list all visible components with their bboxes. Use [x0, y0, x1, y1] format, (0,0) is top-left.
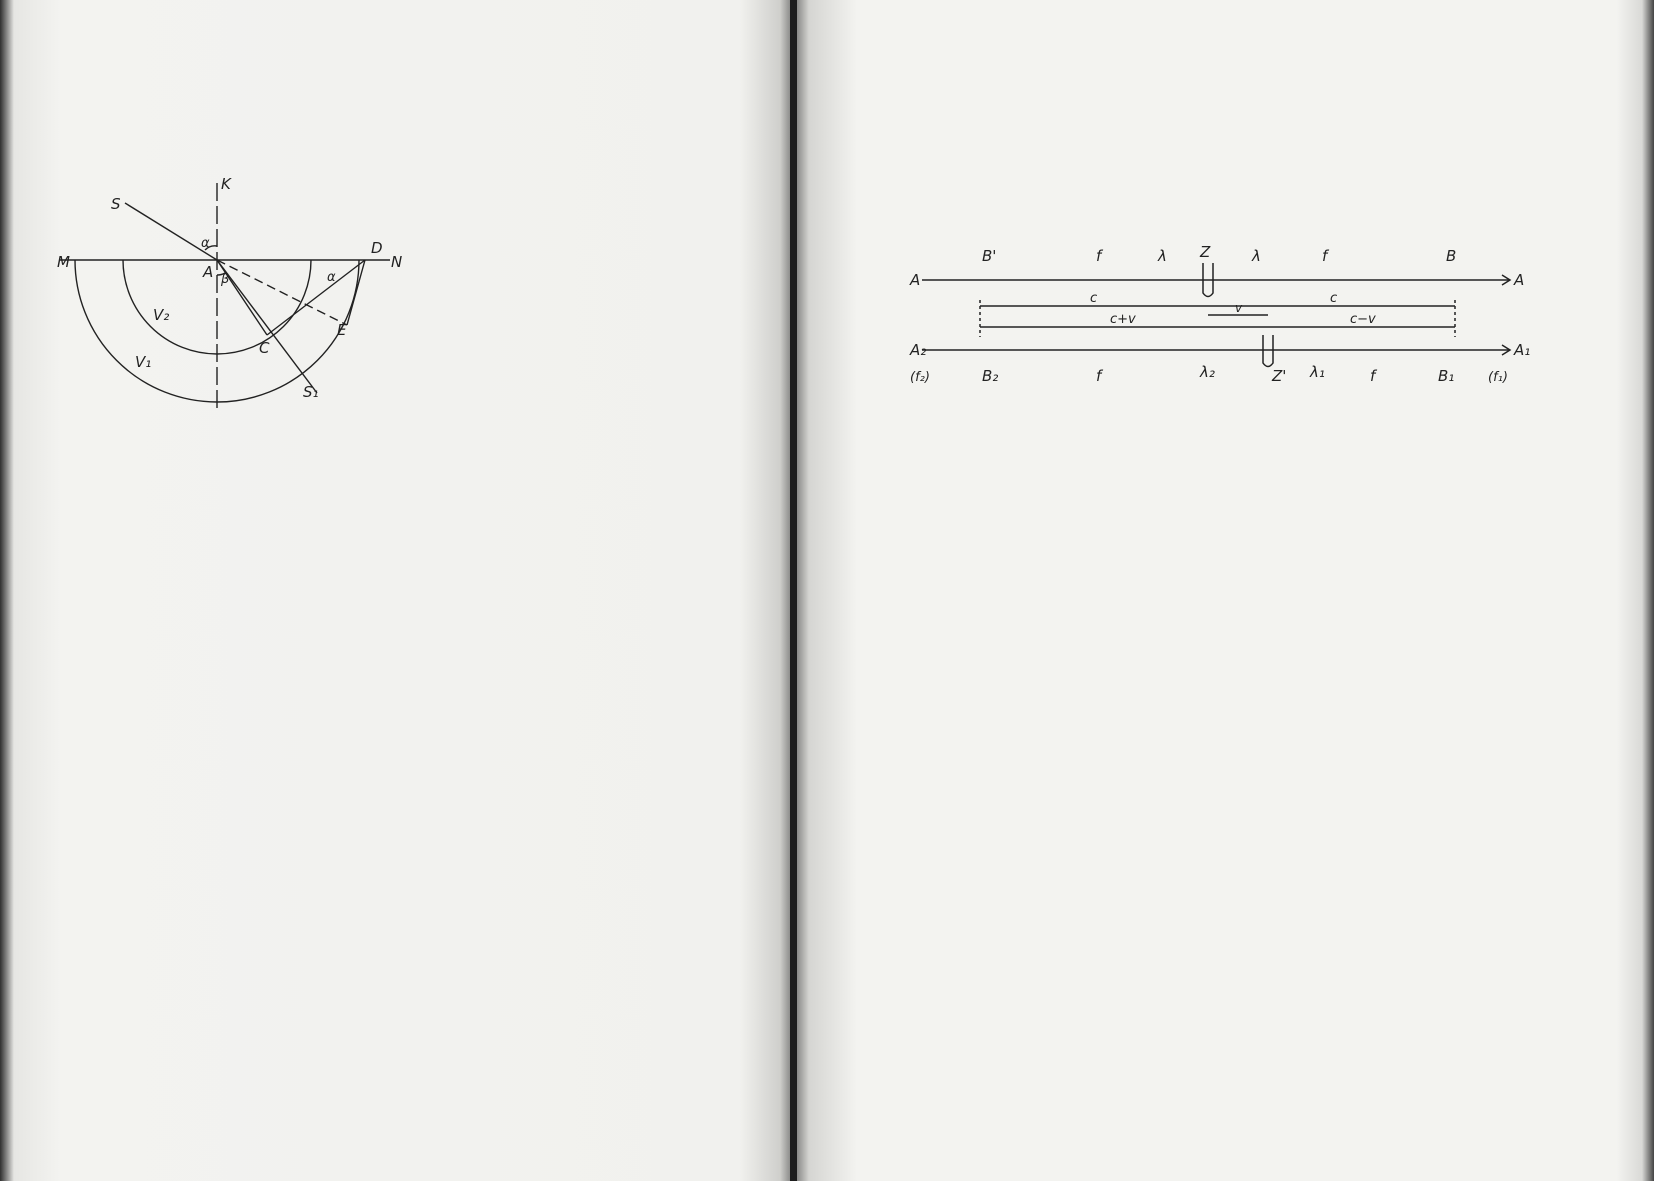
svg-text:v: v	[1235, 301, 1243, 315]
svg-text:Z: Z	[1200, 243, 1211, 261]
svg-text:c+v: c+v	[1110, 312, 1136, 327]
svg-text:B₁: B₁	[1438, 367, 1455, 385]
figure-166	[910, 243, 1531, 395]
svg-text:D: D	[371, 239, 383, 257]
svg-text:V₂: V₂	[153, 306, 170, 324]
svg-text:C: C	[259, 339, 270, 357]
svg-text:B: B	[1446, 247, 1457, 265]
svg-text:A: A	[203, 263, 214, 281]
svg-text:c−v: c−v	[1350, 312, 1376, 327]
figure-165	[55, 175, 415, 425]
svg-text:λ₁: λ₁	[1310, 363, 1325, 381]
svg-text:S₁: S₁	[303, 383, 319, 401]
svg-text:f: f	[1322, 247, 1328, 265]
svg-text:λ: λ	[1252, 247, 1261, 265]
right-page	[797, 0, 1654, 1181]
svg-text:K: K	[221, 175, 231, 193]
svg-text:A: A	[1514, 271, 1525, 289]
svg-text:E: E	[337, 321, 347, 339]
svg-text:c: c	[1330, 291, 1338, 306]
svg-text:c: c	[1090, 291, 1098, 306]
fig165-label: S	[111, 195, 121, 213]
svg-text:α: α	[327, 270, 336, 285]
svg-text:M: M	[57, 253, 70, 271]
svg-text:f: f	[1096, 367, 1102, 385]
svg-text:A₂: A₂	[910, 341, 927, 359]
svg-text:α: α	[201, 236, 210, 251]
book-gutter	[790, 0, 797, 1181]
svg-text:B': B'	[982, 247, 997, 265]
svg-text:λ₂: λ₂	[1200, 363, 1215, 381]
svg-text:B₂: B₂	[982, 367, 999, 385]
svg-text:(f₁): (f₁)	[1488, 370, 1508, 385]
svg-text:(f₂): (f₂)	[910, 370, 930, 385]
svg-text:f: f	[1096, 247, 1102, 265]
svg-text:Z': Z'	[1272, 367, 1287, 385]
fig166-label: A	[910, 271, 921, 289]
svg-text:N: N	[391, 253, 403, 271]
svg-text:f: f	[1370, 367, 1376, 385]
svg-text:A₁: A₁	[1514, 341, 1531, 359]
svg-text:β: β	[221, 272, 230, 287]
svg-text:λ: λ	[1158, 247, 1167, 265]
svg-text:V₁: V₁	[135, 353, 152, 371]
